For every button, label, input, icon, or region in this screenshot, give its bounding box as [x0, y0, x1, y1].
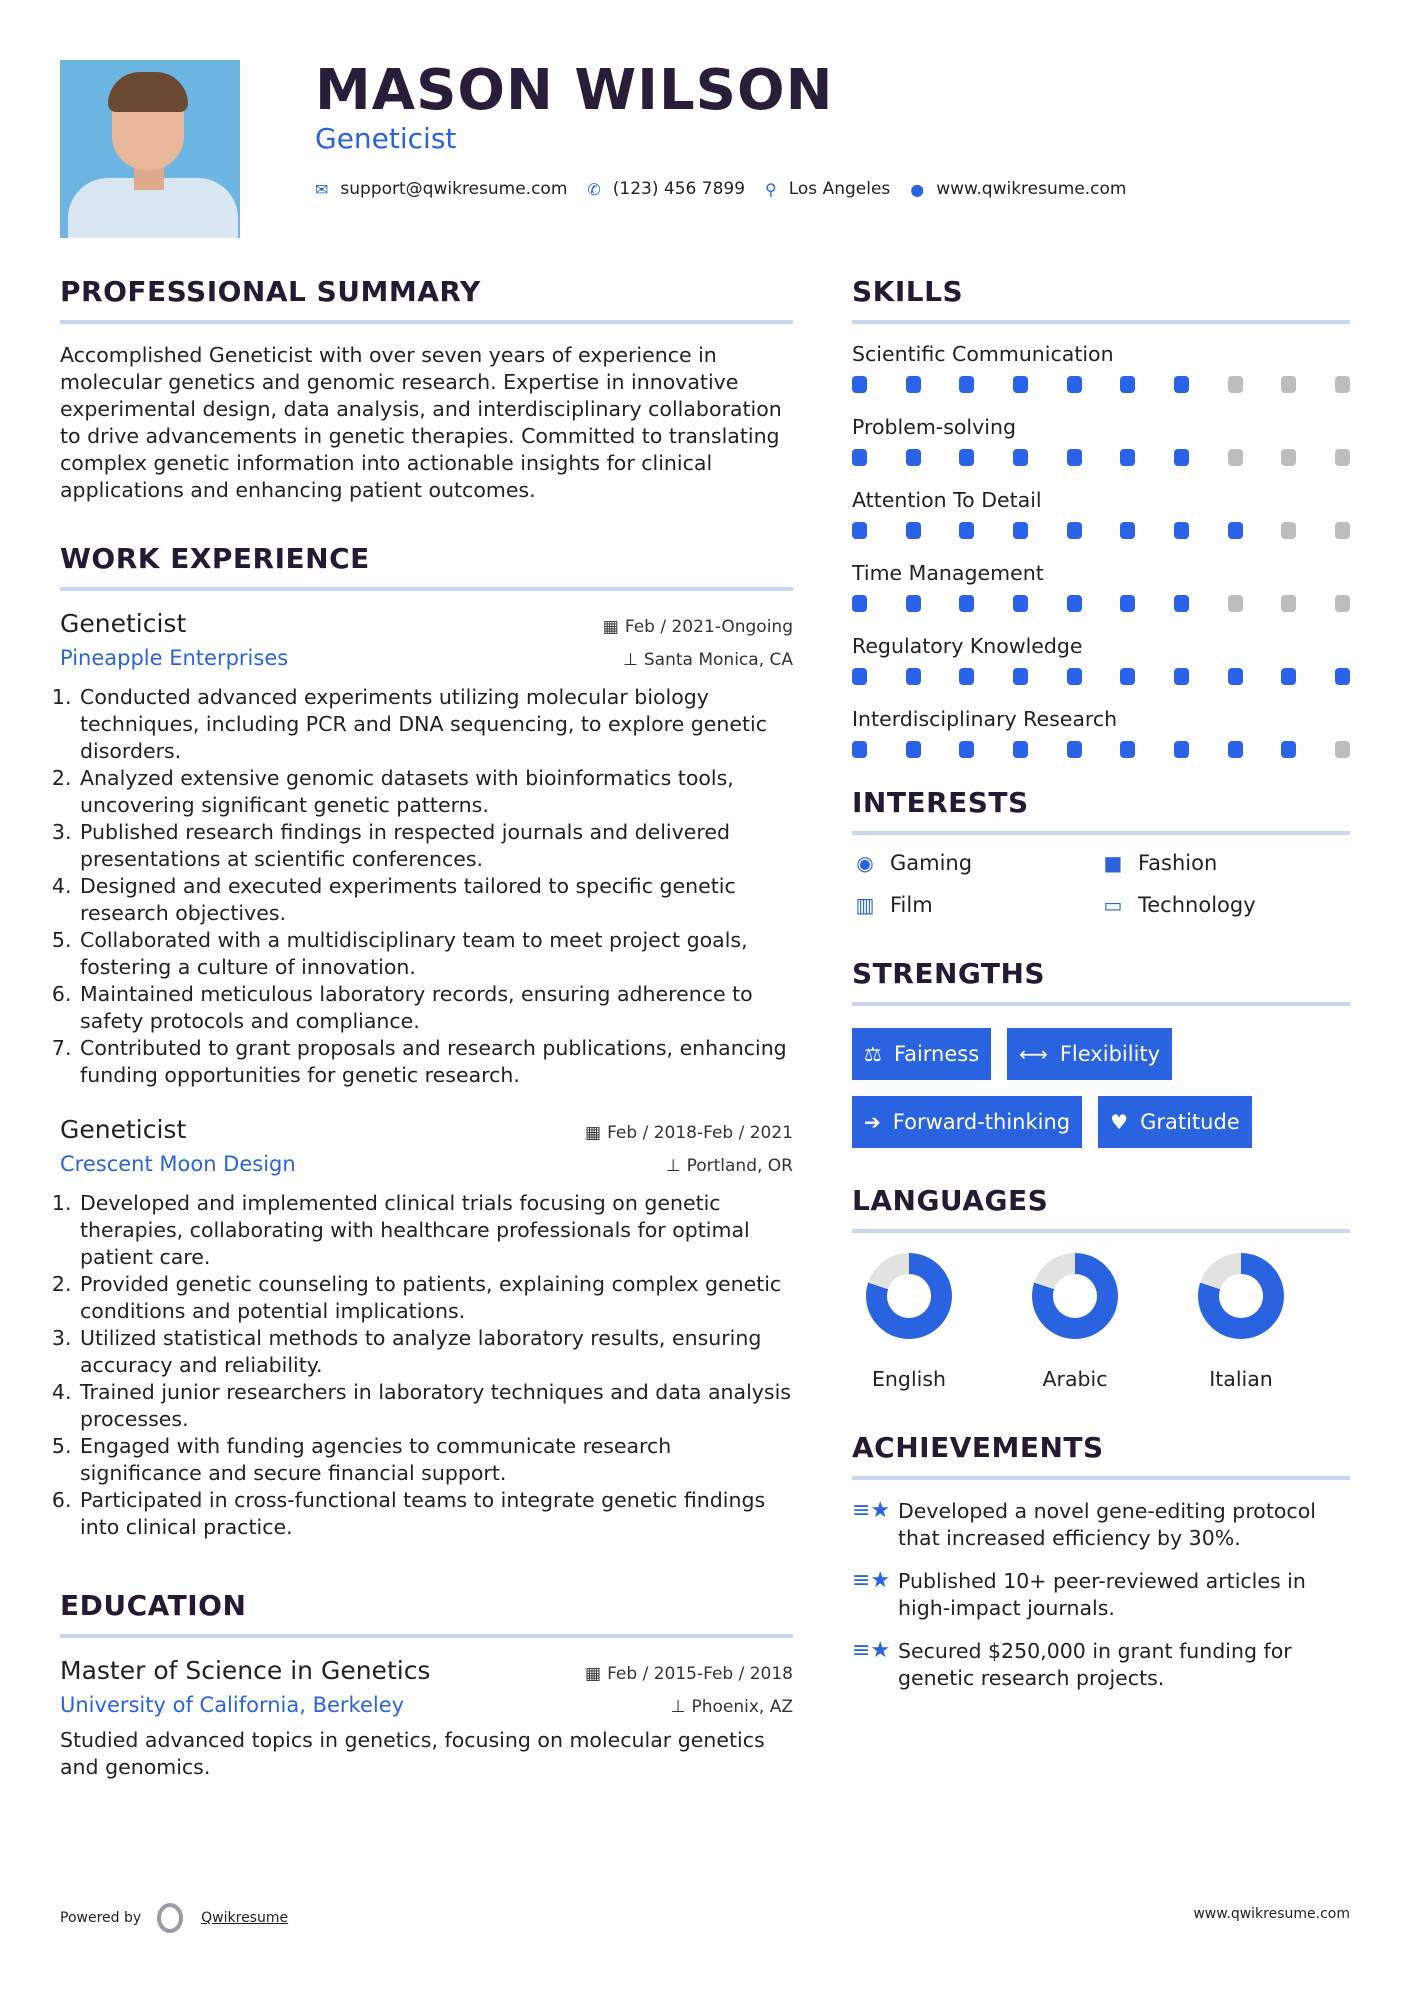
rating-dot-filled	[1120, 741, 1135, 758]
interest-label: Fashion	[1138, 851, 1218, 875]
list-item: 1. Developed and implemented clinical trials focusing on genetic therapies, collaborating with healthcare professionals for optimal patient care.	[78, 1190, 793, 1271]
rating-dot-empty	[1335, 595, 1350, 612]
section-divider	[60, 587, 793, 591]
strength-tag-fairness	[852, 1028, 991, 1080]
rating-dot-filled	[1174, 522, 1189, 539]
section-title: PROFESSIONAL SUMMARY	[60, 275, 481, 308]
skill-rating	[852, 376, 1350, 393]
section-divider	[852, 320, 1350, 324]
achievement-item	[852, 1638, 1350, 1692]
skills-section	[852, 275, 1350, 758]
skill-label: Time Management	[852, 561, 1044, 585]
achievements-section	[852, 1431, 1350, 1692]
rating-dot-empty	[1281, 522, 1296, 539]
rating-dot-empty	[1228, 449, 1243, 466]
rating-dot-filled	[852, 522, 867, 539]
shopping-bag-icon: ■	[1103, 851, 1123, 875]
rating-dot-filled	[1120, 376, 1135, 393]
rating-dot-filled	[906, 595, 921, 612]
company-name: Pineapple Enterprises	[60, 646, 289, 670]
rating-dot-filled	[959, 668, 974, 685]
job-location: Santa Monica, CA	[643, 650, 793, 670]
rating-dot-filled	[1174, 668, 1189, 685]
arrows-horizontal-icon: ⟷	[1019, 1042, 1048, 1066]
skill-label: Scientific Communication	[852, 342, 1114, 366]
rating-dot-filled	[1013, 668, 1028, 685]
interests-section	[852, 786, 1350, 917]
left-column	[60, 275, 793, 1781]
company-name: Crescent Moon Design	[60, 1152, 296, 1176]
rating-dot-filled	[1120, 668, 1135, 685]
rating-dot-filled	[1067, 741, 1082, 758]
rating-dot-empty	[1335, 522, 1350, 539]
school-name: University of California, Berkeley	[60, 1693, 405, 1717]
language-item	[1198, 1253, 1284, 1391]
rating-dot-filled	[1067, 449, 1082, 466]
skill-label: Attention To Detail	[852, 488, 1042, 512]
rating-dot-empty	[1335, 741, 1350, 758]
list-item: 2. Analyzed extensive genomic datasets with bioinformatics tools, uncovering significant genetic patterns.	[78, 765, 793, 819]
languages-section	[852, 1184, 1350, 1391]
rating-dot-filled	[852, 376, 867, 393]
rating-dot-filled	[1281, 741, 1296, 758]
contact-website[interactable]: www.qwikresume.com	[936, 179, 1127, 199]
rating-dot-filled	[959, 522, 974, 539]
contact-phone[interactable]: (123) 456 7899	[612, 179, 746, 199]
summary-text: Accomplished Geneticist with over seven years of experience in molecular genetics and genomic research. Expertise in innovative experimental design, data analysis, and interdisciplinary collaboration to drive advancements in genetic therapies. Committed to translating complex genetic information into actionable insights for clinical applications and enhancing patient outcomes.	[60, 343, 782, 502]
rating-dot-filled	[852, 595, 867, 612]
language-proficiency-donut	[1032, 1253, 1118, 1339]
rating-dot-filled	[852, 449, 867, 466]
rating-dot-filled	[1013, 595, 1028, 612]
strength-tag-flexibility	[1007, 1028, 1172, 1080]
star-icon: ≡★	[852, 1638, 891, 1663]
gamepad-icon: ◉	[856, 851, 874, 875]
film-icon: ▥	[855, 893, 875, 917]
achievement-item	[852, 1568, 1350, 1622]
section-title: INTERESTS	[852, 786, 1029, 819]
achievement-text: Developed a novel gene-editing protocol that increased efficiency by 30%.	[898, 1499, 1316, 1550]
qwikresume-logo-icon	[157, 1903, 183, 1933]
language-label: English	[871, 1367, 947, 1391]
strengths-section	[852, 957, 1350, 1148]
skill-rating	[852, 668, 1350, 685]
job-bullets	[60, 1190, 793, 1541]
rating-dot-filled	[1228, 741, 1243, 758]
rating-dot-filled	[1174, 741, 1189, 758]
rating-dot-filled	[906, 376, 921, 393]
section-title: EDUCATION	[60, 1589, 247, 1622]
rating-dot-filled	[1013, 376, 1028, 393]
right-column	[852, 275, 1350, 1708]
powered-by-label: Powered by	[60, 1910, 142, 1926]
brand-link[interactable]: Qwikresume	[201, 1910, 289, 1926]
rating-dot-filled	[1013, 522, 1028, 539]
job-title: Geneticist	[60, 609, 187, 638]
rating-dot-filled	[906, 449, 921, 466]
rating-dot-empty	[1228, 376, 1243, 393]
language-item	[1032, 1253, 1118, 1391]
rating-dot-filled	[959, 449, 974, 466]
education-description: Studied advanced topics in genetics, focusing on molecular genetics and genomics.	[60, 1728, 765, 1779]
skill-label: Regulatory Knowledge	[852, 634, 1083, 658]
rating-dot-empty	[1281, 449, 1296, 466]
list-item: 3. Published research findings in respected journals and delivered presentations at scientific conferences.	[78, 819, 793, 873]
job-bullets	[60, 684, 793, 1089]
interest-item-fashion	[1100, 851, 1350, 875]
balance-scale-icon: ⚖	[864, 1042, 882, 1066]
rating-dot-empty	[1281, 376, 1296, 393]
interest-label: Technology	[1138, 893, 1256, 917]
job-dates: Feb / 2021-Ongoing	[624, 617, 793, 637]
education-dates: Feb / 2015-Feb / 2018	[607, 1664, 793, 1684]
rating-dot-filled	[1067, 522, 1082, 539]
rating-dot-filled	[959, 741, 974, 758]
star-icon: ≡★	[852, 1568, 891, 1593]
list-item: 5. Collaborated with a multidisciplinary team to meet project goals, fostering a culture of innovation.	[78, 927, 793, 981]
rating-dot-filled	[1228, 668, 1243, 685]
section-divider	[60, 1634, 793, 1638]
skill-rating	[852, 449, 1350, 466]
rating-dot-filled	[1228, 522, 1243, 539]
strength-tag-gratitude	[1098, 1096, 1252, 1148]
skill-item	[852, 342, 1350, 393]
skill-item	[852, 488, 1350, 539]
list-item: 4. Trained junior researchers in laboratory techniques and data analysis processes.	[78, 1379, 793, 1433]
candidate-title: Geneticist	[315, 122, 457, 155]
rating-dot-filled	[1067, 595, 1082, 612]
education-location: Phoenix, AZ	[691, 1697, 793, 1717]
language-label: Arabic	[1042, 1367, 1108, 1391]
experience-section	[60, 542, 793, 1541]
list-item: 2. Provided genetic counseling to patients, explaining complex genetic conditions and potential implications.	[78, 1271, 793, 1325]
arrow-right-icon: ➔	[864, 1110, 881, 1134]
achievement-text: Published 10+ peer-reviewed articles in high-impact journals.	[898, 1569, 1306, 1620]
list-item: 1. Conducted advanced experiments utilizing molecular biology techniques, including PCR and DNA sequencing, to explore genetic disorders.	[78, 684, 793, 765]
map-pin-icon: ⚲	[765, 179, 777, 199]
phone-icon: ✆	[587, 179, 601, 199]
rating-dot-filled	[852, 741, 867, 758]
list-item: 6. Participated in cross-functional teams to integrate genetic findings into clinical practice.	[78, 1487, 793, 1541]
calendar-icon: ▦	[602, 617, 619, 637]
rating-dot-filled	[1067, 376, 1082, 393]
rating-dot-filled	[906, 741, 921, 758]
skill-item	[852, 634, 1350, 685]
skill-rating	[852, 522, 1350, 539]
summary-section	[60, 275, 793, 504]
skill-label: Problem-solving	[852, 415, 1016, 439]
envelope-icon: ✉	[315, 179, 329, 199]
language-item	[866, 1253, 952, 1391]
rating-dot-filled	[959, 595, 974, 612]
skill-rating	[852, 595, 1350, 612]
rating-dot-filled	[1120, 595, 1135, 612]
candidate-name: MASON WILSON	[315, 58, 834, 123]
skill-label: Interdisciplinary Research	[852, 707, 1118, 731]
interest-item-technology	[1100, 893, 1350, 917]
rating-dot-empty	[1281, 595, 1296, 612]
laptop-icon: ▭	[1103, 893, 1123, 917]
job-entry	[60, 609, 793, 1089]
section-title: LANGUAGES	[852, 1184, 1049, 1217]
section-title: WORK EXPERIENCE	[60, 542, 370, 575]
rating-dot-filled	[1174, 449, 1189, 466]
job-entry	[60, 1115, 793, 1541]
calendar-icon: ▦	[585, 1664, 602, 1684]
education-section	[60, 1589, 793, 1781]
language-proficiency-donut	[1198, 1253, 1284, 1339]
job-location: Portland, OR	[686, 1156, 793, 1176]
interest-item-gaming	[852, 851, 1100, 875]
rating-dot-filled	[1174, 595, 1189, 612]
achievement-text: Secured $250,000 in grant funding for genetic research projects.	[898, 1639, 1292, 1690]
list-item: 6. Maintained meticulous laboratory records, ensuring adherence to safety protocols and compliance.	[78, 981, 793, 1035]
pushpin-icon: ⊥	[665, 1156, 681, 1176]
rating-dot-filled	[1013, 449, 1028, 466]
list-item: 4. Designed and executed experiments tailored to specific genetic research objectives.	[78, 873, 793, 927]
rating-dot-filled	[906, 522, 921, 539]
profile-photo	[60, 60, 240, 238]
skill-rating	[852, 741, 1350, 758]
rating-dot-filled	[1013, 741, 1028, 758]
globe-icon: ●	[910, 179, 925, 199]
achievement-item	[852, 1498, 1350, 1552]
strength-label: Flexibility	[1059, 1042, 1161, 1066]
rating-dot-filled	[852, 668, 867, 685]
calendar-icon: ▦	[585, 1123, 602, 1143]
pushpin-icon: ⊥	[623, 650, 638, 670]
interest-item-film	[852, 893, 1100, 917]
section-divider	[852, 1476, 1350, 1480]
rating-dot-filled	[1174, 376, 1189, 393]
section-divider	[852, 1002, 1350, 1006]
heart-icon: ♥	[1110, 1110, 1129, 1134]
footer-powered-by	[60, 1903, 288, 1933]
section-title: ACHIEVEMENTS	[852, 1431, 1104, 1464]
strength-label: Fairness	[893, 1042, 980, 1066]
rating-dot-empty	[1228, 595, 1243, 612]
rating-dot-empty	[1335, 376, 1350, 393]
section-divider	[60, 320, 793, 324]
degree-title: Master of Science in Genetics	[60, 1656, 431, 1685]
interest-label: Film	[890, 893, 933, 917]
section-divider	[852, 1229, 1350, 1233]
contact-location: Los Angeles	[788, 179, 891, 199]
section-title: STRENGTHS	[852, 957, 1046, 990]
rating-dot-filled	[906, 668, 921, 685]
language-proficiency-donut	[866, 1253, 952, 1339]
rating-dot-empty	[1335, 449, 1350, 466]
language-label: Italian	[1209, 1367, 1273, 1391]
skill-item	[852, 415, 1350, 466]
contact-bar	[315, 179, 1147, 199]
rating-dot-filled	[1335, 668, 1350, 685]
star-icon: ≡★	[852, 1498, 891, 1523]
section-divider	[852, 831, 1350, 835]
skill-item	[852, 707, 1350, 758]
footer-website[interactable]: www.qwikresume.com	[1193, 1906, 1350, 1922]
rating-dot-filled	[959, 376, 974, 393]
strength-label: Forward-thinking	[892, 1110, 1071, 1134]
strength-label: Gratitude	[1140, 1110, 1240, 1134]
pushpin-icon: ⊥	[670, 1697, 686, 1717]
list-item: 3. Utilized statistical methods to analyze laboratory results, ensuring accuracy and reliability.	[78, 1325, 793, 1379]
rating-dot-filled	[1120, 449, 1135, 466]
job-dates: Feb / 2018-Feb / 2021	[607, 1123, 793, 1143]
contact-email[interactable]: support@qwikresume.com	[340, 179, 568, 199]
job-title: Geneticist	[60, 1115, 187, 1144]
section-title: SKILLS	[852, 275, 964, 308]
rating-dot-filled	[1120, 522, 1135, 539]
list-item: 5. Engaged with funding agencies to communicate research significance and secure financial support.	[78, 1433, 793, 1487]
rating-dot-filled	[1067, 668, 1082, 685]
interest-label: Gaming	[890, 851, 973, 875]
strength-tag-forward-thinking	[852, 1096, 1082, 1148]
list-item: 7. Contributed to grant proposals and research publications, enhancing funding opportunities for genetic research.	[78, 1035, 793, 1089]
rating-dot-filled	[1281, 668, 1296, 685]
skill-item	[852, 561, 1350, 612]
